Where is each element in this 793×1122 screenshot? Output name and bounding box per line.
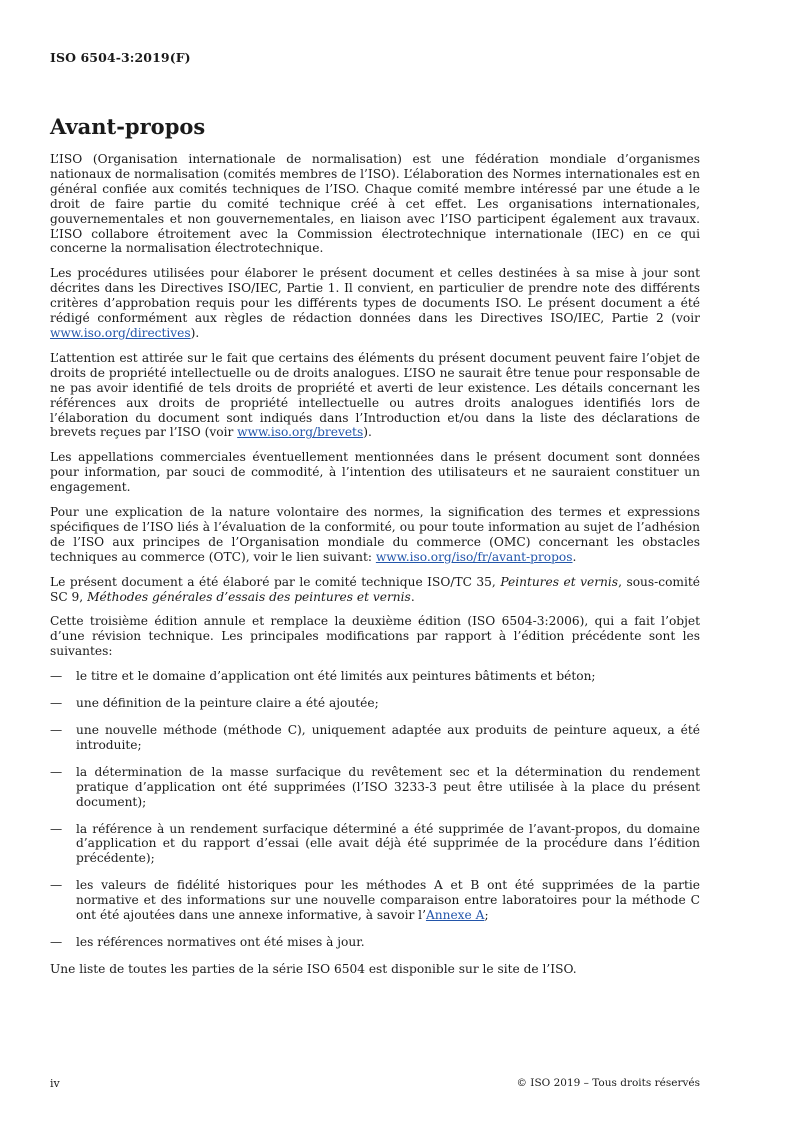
paragraph-committee: Le présent document a été élaboré par le comité technique ISO/TC 35, Peintures et vernis, sous-comité SC 9, Méthodes générales d’essais des peintures et vernis.: [50, 574, 701, 604]
copyright-notice: © ISO 2019 – Tous droits réservés: [516, 1077, 700, 1089]
paragraph-voluntary-nature: Pour une explication de la nature volontaire des normes, la signification des termes et expressions spécifiques de l’ISO liés à l’évaluation de la conformité, ou pour toute information au sujet de l’adhésion de l’ISO aux principes de l’Organisation mondiale du commerce (OMC) concernant les obstacles techniques au commerce (OTC), voir le lien suivant: www.iso.org/iso/fr/avant-propos.: [50, 505, 700, 564]
paragraph-trade-names: Les appellations commerciales éventuellement mentionnées dans le présent document sont données pour information, par souci de commodité, à l’intention des utilisateurs et ne sauraient constituer un engagement.: [50, 450, 700, 495]
paragraph-iso-intro: L’ISO (Organisation internationale de normalisation) est une fédération mondiale d’organismes nationaux de normalisation (comités membres de l’ISO). L’élaboration des Normes internationales est en général confiée aux comités techniques de l’ISO. Chaque comité membre intéressé par une étude a le droit de faire partie du comité technique créé à cet effet. Les organisations internationales, gouvernementales et non gouvernementales, en liaison avec l’ISO participent également aux travaux. L’ISO collabore étroitement avec la Commission électrotechnique internationale (IEC) en ce qui concerne la normalisation électrotechnique.: [50, 152, 700, 256]
list-item: — les valeurs de fidélité historiques pour les méthodes A et B ont été supprimées de la partie normative et des informations sur une nouvelle comparaison entre laboratoires pour la méthode C ont été ajoutées dans une annexe informative, à savoir l’Annexe A;: [50, 878, 700, 923]
page-number: iv: [50, 1077, 60, 1090]
paragraph-procedures: Les procédures utilisées pour élaborer le présent document et celles destinées à sa mise à jour sont décrites dans les Directives ISO/IEC, Partie 1. Il convient, en particulier de prendre note des différents critères d’approbation requis pour les différents types de documents ISO. Le présent document a été rédigé conformément aux règles de rédaction données dans les Directives ISO/IEC, Partie 2 (voir www.iso.org/directives).: [50, 266, 700, 340]
list-item: — la détermination de la masse surfacique du revêtement sec et la détermination du rendement pratique d’application ont été supprimées (l’ISO 3233-3 peut être utilisée à la place du présent document);: [50, 764, 700, 809]
foreword-link[interactable]: www.iso.org/iso/fr/avant-propos: [375, 549, 573, 564]
document-id: ISO 6504-3:2019(F): [50, 50, 191, 65]
paragraph-patent-rights: L’attention est attirée sur le fait que certains des éléments du présent document peuvent faire l’objet de droits de propriété intellectuelle ou de droits analogues. L’ISO ne saurait être tenue pour responsable de ne pas avoir identifié de tels droits de propriété et averti de leur existence. Les détails concernant les références aux droits de propriété intellectuelle ou autres droits analogues identifiés lors de l’élaboration du document sont indiqués dans l’Introduction et/ou dans la liste des déclarations de brevets reçues par l’ISO (voir www.iso.org/brevets).: [50, 350, 700, 440]
annex-a-link[interactable]: Annexe A: [425, 908, 485, 923]
list-item: — une nouvelle méthode (méthode C), uniquement adaptée aux produits de peinture aqueux, a été introduite;: [50, 723, 700, 752]
directives-link[interactable]: www.iso.org/directives: [50, 325, 191, 340]
document-body: [50, 152, 700, 987]
paragraph-edition: Cette troisième édition annule et remplace la deuxième édition (ISO 6504-3:2006), qui a fait l’objet d’une révision technique. Les principales modifications par rapport à l’édition précédente sont les suivantes:: [50, 614, 700, 659]
changes-list: [50, 669, 700, 950]
list-item: — les références normatives ont été mises à jour.: [50, 934, 365, 949]
page-title: Avant-propos: [50, 114, 206, 139]
patents-link[interactable]: www.iso.org/brevets: [237, 425, 364, 440]
list-item: — la référence à un rendement surfacique déterminé a été supprimée de l’avant-propos, du domaine d’application et du rapport d’essai (elle avait déjà été supprimée de la procédure dans l’édition précédente);: [50, 821, 700, 866]
paragraph-series-list: Une liste de toutes les parties de la série ISO 6504 est disponible sur le site de l’ISO.: [50, 961, 577, 976]
list-item: — le titre et le domaine d’application ont été limités aux peintures bâtiments et béton;: [50, 669, 596, 684]
list-item: — une définition de la peinture claire a été ajoutée;: [50, 696, 379, 711]
